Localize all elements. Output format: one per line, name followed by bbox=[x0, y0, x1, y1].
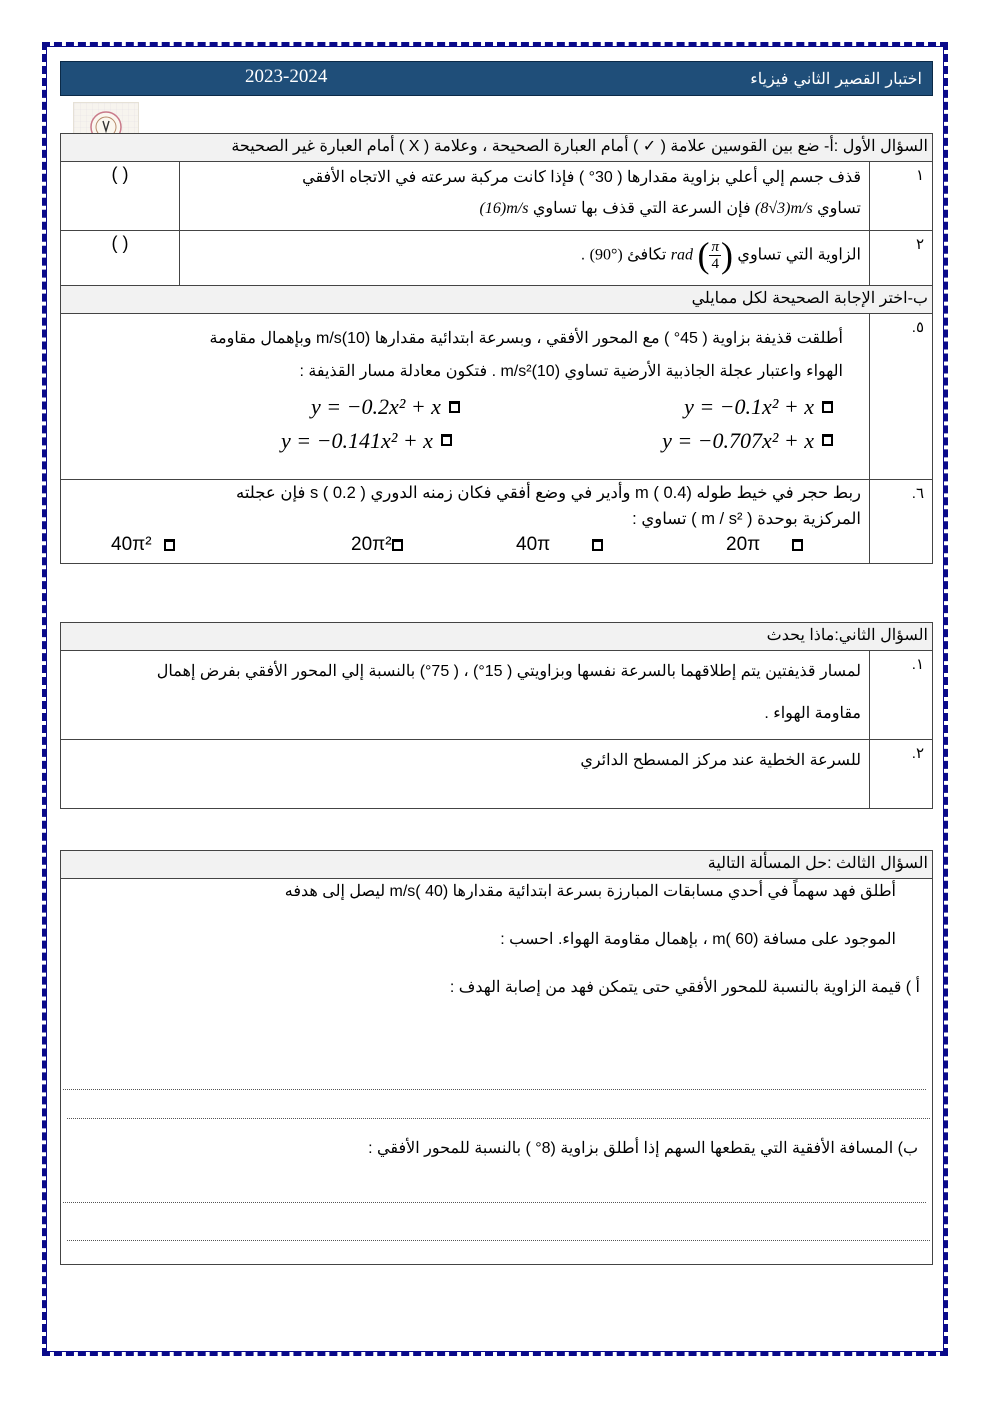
answer-parentheses[interactable]: ( ) bbox=[61, 162, 180, 231]
question-1-table bbox=[60, 133, 933, 564]
exam-title: اختبار القصير الثاني فيزياء bbox=[750, 69, 922, 88]
checkbox-icon[interactable] bbox=[592, 539, 603, 551]
checkbox-icon[interactable] bbox=[792, 539, 803, 551]
what-happens-row bbox=[61, 651, 933, 740]
item-number: ٢. bbox=[870, 740, 933, 809]
question-2-table bbox=[60, 622, 933, 809]
problem-body bbox=[61, 879, 933, 1265]
part-b-prompt: ب) المسافة الأفقية التي يقطعها السهم إذا أطلق بزاوية (8° ) بالنسبة للمحور الأفقي : bbox=[368, 1140, 918, 1157]
exam-header bbox=[60, 61, 933, 96]
checkbox-icon[interactable] bbox=[449, 401, 460, 413]
problem-intro-line-2: الموجود على مسافة m( 60) ، بإهمال مقاومة الهواء. احسب : bbox=[500, 931, 896, 948]
pi-over-four-fraction: $\frac{\pi}{4}$ bbox=[711, 239, 719, 272]
choice-option[interactable]: y = −0.707x² + x bbox=[662, 424, 833, 457]
mc-line-1: أطلقت قذيفة بزاوية ( 45° ) مع المحور الأفقي ، وبسرعة ابتدائية مقدارها (10)m/s وبإهمال مقاومة bbox=[209, 330, 843, 347]
item-number: ٦. bbox=[870, 480, 933, 564]
choices-row bbox=[81, 425, 843, 455]
mc-question-text bbox=[61, 314, 870, 480]
answer-line[interactable] bbox=[63, 1089, 926, 1090]
checkbox-icon[interactable] bbox=[822, 401, 833, 413]
item-number: ٢ bbox=[870, 231, 933, 286]
question-3-heading: السؤال الثالث :حل المسألة التالية bbox=[61, 851, 933, 879]
multiple-choice-row bbox=[61, 480, 933, 564]
choice-option[interactable]: 20π bbox=[726, 532, 803, 558]
true-false-row bbox=[61, 231, 933, 286]
statement-line-1: قذف جسم إلي أعلي بزاوية مقدارها ( 30° ) فإذا كانت مركبة سرعته في الاتجاه الأفقي bbox=[302, 169, 861, 186]
checkbox-icon[interactable] bbox=[392, 539, 403, 551]
problem-intro-line-1: أطلق فهد سهماً في أحدي مسابقات المبارزة بسرعة ابتدائية مقدارها m/s( 40) ليصل إلى هدفه bbox=[284, 883, 896, 900]
answer-parentheses[interactable]: ( ) bbox=[61, 231, 180, 286]
choice-option[interactable]: y = −0.141x² + x bbox=[281, 424, 452, 457]
choice-option[interactable]: y = −0.2x² + x bbox=[311, 390, 460, 423]
item-number: ١. bbox=[870, 651, 933, 740]
answer-line[interactable] bbox=[67, 1240, 930, 1241]
question-3-table bbox=[60, 850, 933, 1265]
mc-line-2: المركزية بوحدة ( m / s² ) تساوي : bbox=[632, 510, 861, 528]
choice-option[interactable]: 40π bbox=[516, 532, 726, 558]
mc-line-2: الهواء واعتبار عجلة الجاذبية الأرضية تساوي (10)m/s² . فتكون معادلة مسار القذيفة : bbox=[299, 363, 843, 380]
question-1-heading: السؤال الأول :أ- ضع بين القوسين علامة ( ✓ ) أمام العبارة الصحيحة ، وعلامة ( X ) أمام العبارة غير الصحيحة bbox=[61, 134, 933, 162]
mc-question-text bbox=[61, 480, 870, 564]
checkbox-icon[interactable] bbox=[822, 434, 833, 446]
what-happens-row bbox=[61, 740, 933, 809]
academic-year: 2023-2024 bbox=[245, 66, 328, 87]
statement-line-1: لمسار قذيفتين يتم إطلاقهما بالسرعة نفسها وبزاويتي ( 15°) ، ( 75°) بالنسبة إلي المحور الأفقي بفرض إهمال bbox=[156, 663, 861, 680]
statement-text bbox=[61, 740, 870, 809]
choices-row bbox=[111, 532, 861, 558]
part-a-prompt: أ ) قيمة الزاوية بالنسبة للمحور الأفقي حتى يتمكن فهد من إصابة الهدف : bbox=[449, 979, 920, 996]
statement-text: الزاوية التي تساوي ( $\frac{\pi}{4}$ ) rad تكافئ (90°) . bbox=[180, 231, 870, 286]
mc-line-1: ربط حجر في خيط طوله m ( 0.4) وأدير في وضع أفقي فكان زمنه الدوري s ( 0.2 ) فإن عجلته bbox=[235, 484, 861, 502]
statement-text bbox=[180, 162, 870, 231]
statement-line-1: للسرعة الخطية عند مركز المسطح الدائري bbox=[580, 752, 861, 769]
statement-text bbox=[61, 651, 870, 740]
statement-line-2: تساوي (8√3)m/s فإن السرعة التي قذف بها تساوي (16)m/s bbox=[479, 200, 861, 217]
choice-option[interactable]: 20π² bbox=[351, 532, 516, 558]
question-2-heading: السؤال الثاني:ماذا يحدث bbox=[61, 623, 933, 651]
statement-line-2: مقاومة الهواء . bbox=[764, 705, 861, 722]
choice-option[interactable]: y = −0.1x² + x bbox=[684, 390, 833, 423]
multiple-choice-row bbox=[61, 314, 933, 480]
choice-option[interactable]: 40π² bbox=[111, 532, 351, 558]
checkbox-icon[interactable] bbox=[441, 434, 452, 446]
part-b-heading: ب-اختر الإجابة الصحيحة لكل ممايلي bbox=[61, 286, 933, 314]
item-number: ٥. bbox=[870, 314, 933, 480]
choices-row bbox=[81, 388, 843, 425]
answer-line[interactable] bbox=[63, 1202, 926, 1203]
checkbox-icon[interactable] bbox=[164, 539, 175, 551]
true-false-row bbox=[61, 162, 933, 231]
answer-line[interactable] bbox=[67, 1118, 930, 1119]
item-number: ١ bbox=[870, 162, 933, 231]
problem-text bbox=[61, 879, 933, 1265]
